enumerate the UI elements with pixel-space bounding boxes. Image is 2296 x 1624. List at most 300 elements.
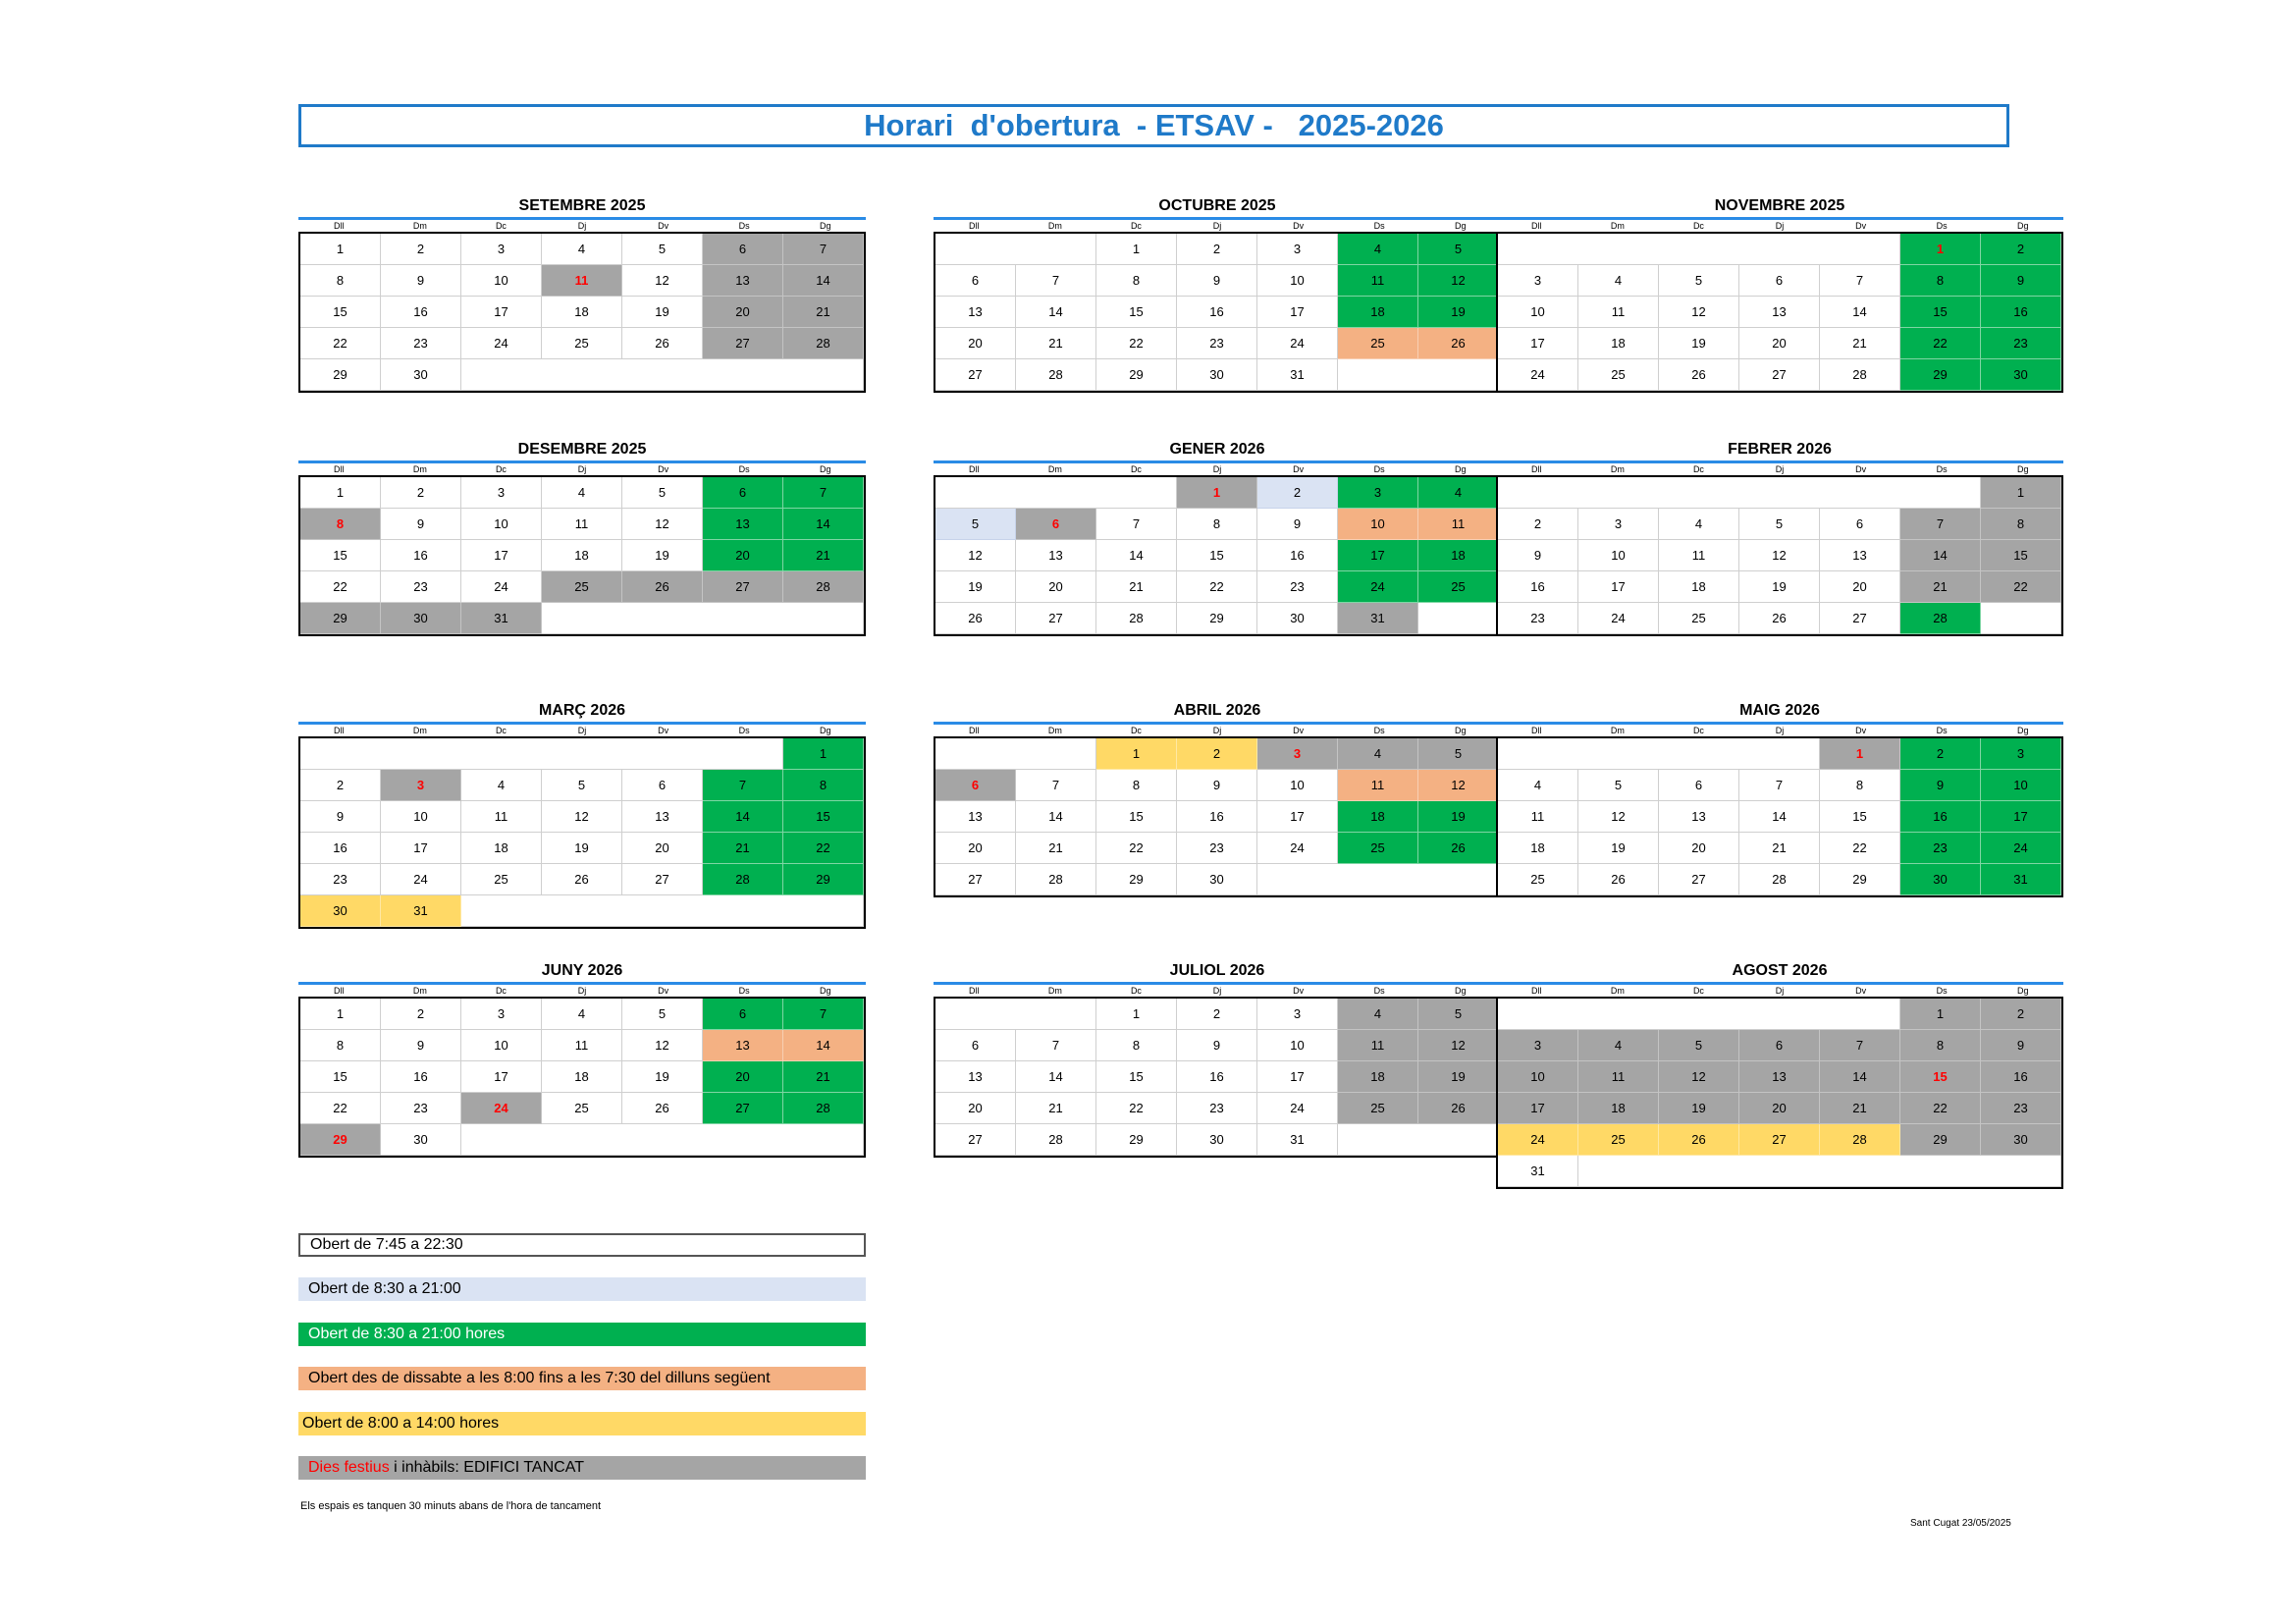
day-cell: 7: [1739, 770, 1820, 801]
day-cell: 2: [1498, 509, 1578, 540]
weekday-label: Dm: [412, 464, 427, 474]
day-cell: 15: [1820, 801, 1900, 833]
weekday-label: Dg: [2017, 726, 2029, 735]
weekday-label: Dg: [2017, 221, 2029, 231]
day-cell: 31: [1257, 359, 1338, 391]
weekday-label: Dm: [1610, 726, 1625, 735]
weekday-label: Dm: [412, 221, 427, 231]
day-cell: 5: [1739, 509, 1820, 540]
day-cell: 14: [1820, 297, 1900, 328]
day-cell: 24: [1257, 1093, 1338, 1124]
month-calendar: [298, 700, 866, 929]
day-cell: 4: [1338, 738, 1418, 770]
month-title: JUNY 2026: [541, 962, 623, 979]
weekday-label: Dv: [1855, 986, 1867, 996]
day-cell: 29: [300, 359, 381, 391]
day-cell: 20: [1016, 571, 1096, 603]
day-cell: 21: [1739, 833, 1820, 864]
day-cell: 19: [1418, 1061, 1499, 1093]
day-cell: 11: [542, 265, 622, 297]
legend-item: [298, 1233, 866, 1257]
month-calendar: [1496, 439, 2063, 636]
weekday-label: Ds: [1936, 464, 1948, 474]
day-cell: 26: [622, 328, 703, 359]
day-cell: 16: [1981, 1061, 2061, 1093]
weekday-label: Dj: [1212, 221, 1222, 231]
day-cell: 5: [1418, 738, 1499, 770]
weekday-label: Ds: [738, 986, 750, 996]
day-cell: 2: [1257, 477, 1338, 509]
day-grid: [298, 232, 866, 393]
day-cell: 22: [300, 328, 381, 359]
month-calendar: [934, 195, 1501, 393]
day-cell: 13: [1739, 297, 1820, 328]
day-cell: 21: [1016, 833, 1096, 864]
day-cell: 19: [1659, 1093, 1739, 1124]
weekday-label: Dv: [1855, 221, 1867, 231]
day-cell: 24: [461, 571, 542, 603]
weekday-label: Dm: [412, 986, 427, 996]
weekday-header: [298, 982, 866, 997]
day-cell: 1: [1096, 738, 1177, 770]
day-cell: 19: [622, 540, 703, 571]
day-cell: 9: [1177, 265, 1257, 297]
weekday-label: Dc: [1130, 464, 1142, 474]
empty-cell: [461, 359, 864, 391]
weekday-label: Dv: [1293, 464, 1305, 474]
day-cell: 21: [1016, 1093, 1096, 1124]
day-cell: 1: [1900, 999, 1981, 1030]
month-title: MARÇ 2026: [538, 702, 626, 719]
weekday-label: Dv: [658, 986, 669, 996]
day-cell: 13: [622, 801, 703, 833]
day-cell: 3: [1498, 1030, 1578, 1061]
day-cell: 24: [1981, 833, 2061, 864]
day-cell: 7: [783, 477, 864, 509]
day-grid: [298, 736, 866, 929]
day-grid: [934, 475, 1501, 636]
day-cell: 30: [381, 359, 461, 391]
empty-cell: [1498, 234, 1900, 265]
day-cell: 8: [300, 509, 381, 540]
empty-cell: [935, 477, 1177, 509]
day-cell: 25: [1578, 359, 1659, 391]
weekday-label: Ds: [738, 726, 750, 735]
day-cell: 20: [622, 833, 703, 864]
day-cell: 9: [1498, 540, 1578, 571]
weekday-label: Dv: [1855, 464, 1867, 474]
day-cell: 28: [1016, 864, 1096, 895]
day-cell: 31: [461, 603, 542, 634]
day-cell: 19: [1578, 833, 1659, 864]
day-cell: 1: [783, 738, 864, 770]
day-cell: 9: [381, 1030, 461, 1061]
day-cell: 13: [703, 265, 783, 297]
weekday-label: Dc: [1130, 986, 1142, 996]
day-cell: 8: [1900, 265, 1981, 297]
day-cell: 14: [1016, 297, 1096, 328]
weekday-label: Dll: [334, 986, 345, 996]
day-cell: 10: [1257, 1030, 1338, 1061]
day-cell: 1: [1820, 738, 1900, 770]
day-cell: 6: [935, 265, 1016, 297]
day-cell: 27: [1820, 603, 1900, 634]
day-cell: 20: [935, 328, 1016, 359]
legend-label: i inhàbils: EDIFICI TANCAT: [389, 1459, 584, 1476]
day-cell: 11: [461, 801, 542, 833]
weekday-label: Dv: [658, 221, 669, 231]
day-cell: 30: [300, 895, 381, 927]
month-title: MAIG 2026: [1739, 702, 1820, 719]
month-title: GENER 2026: [1169, 441, 1265, 458]
day-cell: 5: [1418, 234, 1499, 265]
day-cell: 10: [381, 801, 461, 833]
day-cell: 30: [1900, 864, 1981, 895]
day-cell: 21: [783, 540, 864, 571]
day-cell: 18: [1418, 540, 1499, 571]
closing-note: Els espais es tanquen 30 minuts abans de l'hora de tancament: [300, 1500, 602, 1512]
month-calendar: [1496, 700, 2063, 897]
day-cell: 20: [1820, 571, 1900, 603]
month-title: NOVEMBRE 2025: [1714, 197, 1845, 214]
weekday-label: Dc: [495, 986, 507, 996]
day-cell: 23: [1177, 1093, 1257, 1124]
day-cell: 18: [1338, 801, 1418, 833]
day-cell: 27: [935, 1124, 1016, 1156]
day-cell: 10: [461, 265, 542, 297]
day-cell: 27: [703, 571, 783, 603]
day-cell: 12: [1659, 297, 1739, 328]
day-cell: 3: [1981, 738, 2061, 770]
day-cell: 26: [1418, 1093, 1499, 1124]
day-cell: 6: [1659, 770, 1739, 801]
day-cell: 17: [461, 297, 542, 328]
day-cell: 20: [1739, 328, 1820, 359]
day-cell: 3: [1257, 999, 1338, 1030]
day-cell: 3: [1338, 477, 1418, 509]
weekday-label: Dj: [1775, 726, 1785, 735]
day-cell: 21: [1096, 571, 1177, 603]
day-cell: 22: [300, 1093, 381, 1124]
empty-cell: [1578, 1156, 2061, 1187]
day-cell: 30: [1177, 864, 1257, 895]
empty-cell: [461, 895, 864, 927]
weekday-header: [298, 460, 866, 475]
weekday-label: Ds: [1936, 726, 1948, 735]
weekday-label: Ds: [1373, 464, 1385, 474]
legend-label: Obert de 8:00 a 14:00 hores: [302, 1415, 500, 1432]
day-cell: 24: [381, 864, 461, 895]
weekday-label: Dll: [334, 726, 345, 735]
day-cell: 4: [1338, 234, 1418, 265]
day-cell: 11: [1338, 1030, 1418, 1061]
weekday-label: Dg: [1455, 221, 1467, 231]
empty-cell: [935, 234, 1096, 265]
weekday-label: Ds: [738, 221, 750, 231]
day-cell: 24: [1498, 359, 1578, 391]
day-cell: 16: [381, 297, 461, 328]
day-grid: [298, 475, 866, 636]
day-cell: 29: [1177, 603, 1257, 634]
day-cell: 25: [1338, 833, 1418, 864]
day-cell: 11: [542, 509, 622, 540]
month-calendar: [934, 960, 1501, 1158]
legend-label: Obert de 8:30 a 21:00: [308, 1280, 461, 1297]
weekday-label: Dm: [412, 726, 427, 735]
day-cell: 25: [542, 571, 622, 603]
day-cell: 17: [381, 833, 461, 864]
day-cell: 8: [1900, 1030, 1981, 1061]
day-cell: 30: [1981, 1124, 2061, 1156]
day-cell: 19: [1418, 297, 1499, 328]
empty-cell: [1981, 603, 2061, 634]
day-cell: 12: [1739, 540, 1820, 571]
day-cell: 8: [1177, 509, 1257, 540]
day-cell: 23: [381, 1093, 461, 1124]
day-cell: 19: [622, 1061, 703, 1093]
day-cell: 8: [1096, 265, 1177, 297]
day-grid: [1496, 475, 2063, 636]
weekday-header: [1496, 982, 2063, 997]
day-cell: 22: [1177, 571, 1257, 603]
weekday-label: Dj: [1212, 726, 1222, 735]
weekday-label: Dj: [1775, 986, 1785, 996]
day-cell: 9: [1177, 1030, 1257, 1061]
day-cell: 29: [1900, 1124, 1981, 1156]
day-cell: 17: [461, 540, 542, 571]
day-cell: 3: [1257, 234, 1338, 265]
day-cell: 6: [935, 1030, 1016, 1061]
day-cell: 25: [1418, 571, 1499, 603]
day-cell: 28: [1820, 359, 1900, 391]
day-cell: 30: [1177, 1124, 1257, 1156]
weekday-label: Dg: [820, 986, 831, 996]
day-grid: [1496, 997, 2063, 1189]
day-cell: 18: [542, 297, 622, 328]
day-cell: 26: [1659, 359, 1739, 391]
legend-label: Obert de 7:45 a 22:30: [310, 1236, 463, 1253]
legend-festius-label: Dies festius: [308, 1459, 390, 1476]
day-cell: 23: [1981, 1093, 2061, 1124]
day-cell: 10: [1498, 297, 1578, 328]
day-cell: 25: [1578, 1124, 1659, 1156]
weekday-label: Dc: [1692, 221, 1704, 231]
day-cell: 20: [1659, 833, 1739, 864]
day-cell: 13: [1820, 540, 1900, 571]
day-cell: 20: [703, 297, 783, 328]
day-cell: 12: [1659, 1061, 1739, 1093]
weekday-label: Ds: [1936, 221, 1948, 231]
day-cell: 24: [1257, 833, 1338, 864]
day-cell: 30: [1257, 603, 1338, 634]
weekday-label: Dj: [577, 726, 587, 735]
weekday-label: Dm: [1047, 221, 1062, 231]
day-cell: 5: [542, 770, 622, 801]
day-cell: 28: [1016, 359, 1096, 391]
day-cell: 29: [1096, 1124, 1177, 1156]
day-cell: 10: [1578, 540, 1659, 571]
day-cell: 27: [622, 864, 703, 895]
day-cell: 21: [783, 1061, 864, 1093]
day-cell: 4: [542, 234, 622, 265]
day-cell: 19: [1739, 571, 1820, 603]
day-cell: 15: [1096, 297, 1177, 328]
day-cell: 31: [1981, 864, 2061, 895]
day-cell: 6: [1739, 265, 1820, 297]
weekday-label: Dv: [1855, 726, 1867, 735]
day-grid: [1496, 736, 2063, 897]
empty-cell: [935, 738, 1096, 770]
day-grid: [934, 736, 1501, 897]
weekday-header: [1496, 722, 2063, 736]
day-grid: [934, 232, 1501, 393]
day-cell: 25: [1498, 864, 1578, 895]
weekday-label: Dg: [1455, 986, 1467, 996]
weekday-label: Dj: [577, 221, 587, 231]
weekday-label: Ds: [1373, 986, 1385, 996]
day-cell: 3: [461, 234, 542, 265]
day-cell: 16: [1177, 1061, 1257, 1093]
day-cell: 7: [783, 234, 864, 265]
day-cell: 5: [1659, 1030, 1739, 1061]
day-cell: 30: [1177, 359, 1257, 391]
weekday-label: Dv: [1293, 221, 1305, 231]
day-cell: 16: [381, 1061, 461, 1093]
day-cell: 2: [300, 770, 381, 801]
month-title: SETEMBRE 2025: [518, 197, 646, 214]
day-cell: 31: [381, 895, 461, 927]
legend-item: [298, 1456, 866, 1480]
day-cell: 7: [1016, 1030, 1096, 1061]
day-cell: 13: [1659, 801, 1739, 833]
day-cell: 27: [935, 359, 1016, 391]
day-cell: 19: [935, 571, 1016, 603]
day-cell: 3: [461, 999, 542, 1030]
weekday-label: Dll: [969, 726, 980, 735]
day-cell: 23: [1900, 833, 1981, 864]
day-cell: 2: [1177, 738, 1257, 770]
day-cell: 10: [1257, 265, 1338, 297]
day-cell: 9: [1177, 770, 1257, 801]
day-cell: 26: [1659, 1124, 1739, 1156]
weekday-label: Dv: [1293, 986, 1305, 996]
day-cell: 24: [1257, 328, 1338, 359]
day-cell: 10: [1257, 770, 1338, 801]
weekday-label: Dll: [969, 221, 980, 231]
day-cell: 1: [300, 477, 381, 509]
day-cell: 5: [622, 234, 703, 265]
day-cell: 6: [703, 477, 783, 509]
day-cell: 15: [300, 540, 381, 571]
empty-cell: [1498, 477, 1981, 509]
day-cell: 10: [461, 509, 542, 540]
day-cell: 13: [935, 801, 1016, 833]
day-cell: 29: [1096, 864, 1177, 895]
day-cell: 14: [703, 801, 783, 833]
day-cell: 4: [1418, 477, 1499, 509]
day-cell: 21: [1820, 328, 1900, 359]
weekday-label: Dv: [658, 464, 669, 474]
day-cell: 25: [1659, 603, 1739, 634]
day-cell: 30: [381, 603, 461, 634]
day-cell: 16: [1177, 297, 1257, 328]
day-cell: 14: [1016, 801, 1096, 833]
day-cell: 16: [1177, 801, 1257, 833]
weekday-label: Ds: [1373, 221, 1385, 231]
weekday-label: Dg: [820, 726, 831, 735]
day-cell: 28: [703, 864, 783, 895]
weekday-label: Dm: [1047, 986, 1062, 996]
day-cell: 2: [381, 234, 461, 265]
day-cell: 16: [1981, 297, 2061, 328]
day-cell: 7: [1900, 509, 1981, 540]
weekday-label: Dm: [1610, 464, 1625, 474]
day-cell: 14: [1900, 540, 1981, 571]
day-cell: 7: [1820, 1030, 1900, 1061]
day-cell: 9: [381, 509, 461, 540]
day-cell: 24: [1338, 571, 1418, 603]
day-grid: [1496, 232, 2063, 393]
legend-item: [298, 1277, 866, 1301]
day-cell: 18: [1578, 328, 1659, 359]
weekday-label: Dll: [969, 464, 980, 474]
day-cell: 21: [1900, 571, 1981, 603]
weekday-label: Dm: [1610, 986, 1625, 996]
day-cell: 12: [935, 540, 1016, 571]
day-cell: 15: [300, 1061, 381, 1093]
weekday-label: Dg: [1455, 464, 1467, 474]
day-cell: 2: [1981, 999, 2061, 1030]
day-cell: 27: [1739, 1124, 1820, 1156]
day-cell: 14: [783, 1030, 864, 1061]
day-cell: 11: [1498, 801, 1578, 833]
day-cell: 22: [1900, 1093, 1981, 1124]
day-cell: 7: [1016, 770, 1096, 801]
day-cell: 13: [1016, 540, 1096, 571]
day-cell: 2: [1177, 999, 1257, 1030]
weekday-label: Dg: [1455, 726, 1467, 735]
weekday-label: Dll: [1531, 726, 1542, 735]
day-cell: 4: [1578, 265, 1659, 297]
day-cell: 20: [1739, 1093, 1820, 1124]
empty-cell: [1338, 1124, 1499, 1156]
day-cell: 17: [1257, 1061, 1338, 1093]
day-cell: 22: [1981, 571, 2061, 603]
weekday-label: Dc: [495, 221, 507, 231]
day-cell: 3: [461, 477, 542, 509]
day-cell: 31: [1257, 1124, 1338, 1156]
day-cell: 28: [783, 328, 864, 359]
weekday-label: Dc: [1692, 986, 1704, 996]
day-cell: 26: [935, 603, 1016, 634]
weekday-label: Dg: [820, 464, 831, 474]
weekday-label: Dm: [1047, 726, 1062, 735]
day-cell: 16: [1900, 801, 1981, 833]
day-cell: 1: [300, 234, 381, 265]
day-cell: 6: [622, 770, 703, 801]
day-cell: 6: [935, 770, 1016, 801]
day-cell: 8: [300, 265, 381, 297]
day-cell: 22: [1096, 1093, 1177, 1124]
day-cell: 27: [1659, 864, 1739, 895]
day-cell: 11: [542, 1030, 622, 1061]
day-cell: 4: [1498, 770, 1578, 801]
empty-cell: [300, 738, 783, 770]
day-cell: 22: [783, 833, 864, 864]
day-cell: 8: [1096, 1030, 1177, 1061]
day-cell: 15: [1900, 297, 1981, 328]
weekday-label: Dj: [1775, 221, 1785, 231]
